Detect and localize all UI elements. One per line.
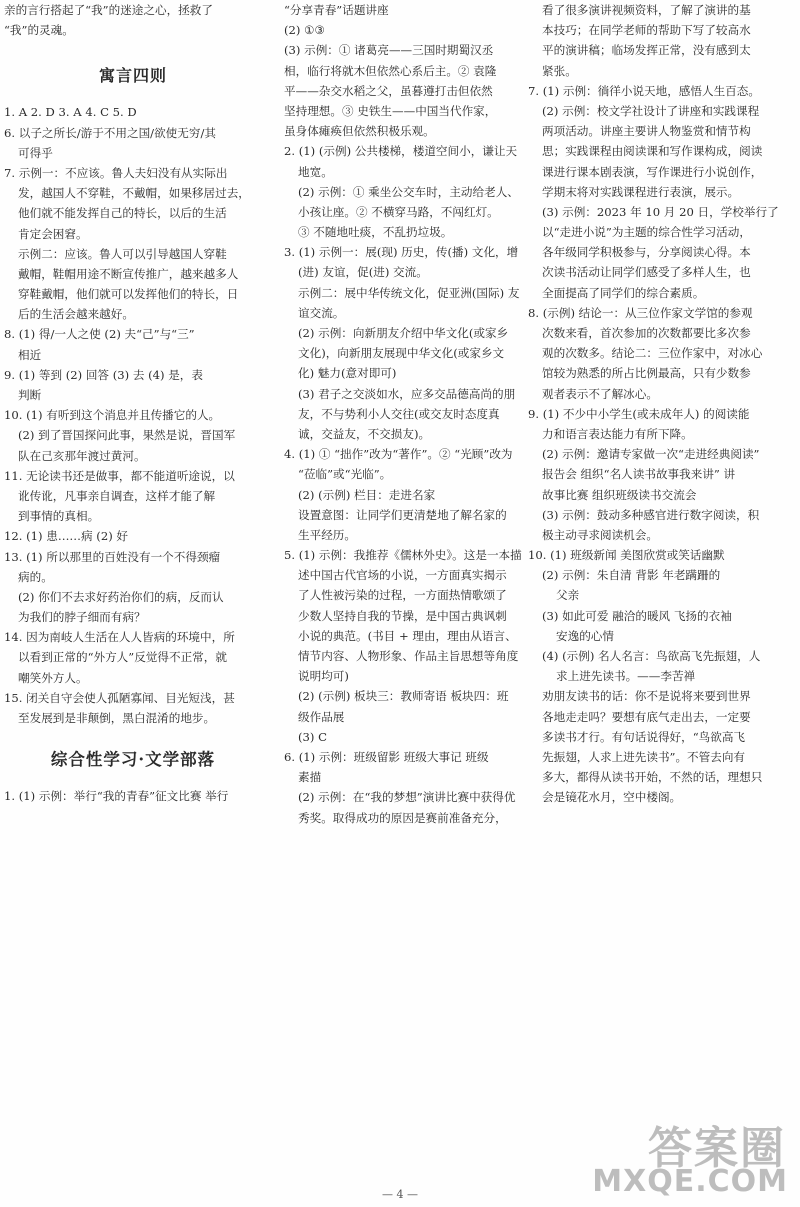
answer-line: 8. (示例) 结论一：从三位作家文学馆的参观 (528, 305, 753, 320)
answer-line: (2) 示例：朱自清 背影 年老蹒跚的 (542, 568, 721, 583)
answer-line: 谊交流。 (298, 305, 345, 320)
column-left (4, 0, 262, 806)
intro-text (4, 0, 262, 40)
answer-line: 8. (1) 得/一人之使 (2) 夫“己”与“三” (4, 327, 195, 342)
answer-line: 素描 (298, 770, 322, 785)
answer-line: 学期末将对实践课程进行表演，展示。 (542, 184, 740, 199)
answer-line: 可得乎 (18, 145, 53, 160)
answer-line: 10. (1) 有听到这个消息并且传播它的人。 (4, 408, 221, 423)
answer-line: (2) 你们不去求好药治你们的病，反而认 (18, 589, 224, 604)
answer-line: 病的。 (18, 569, 53, 584)
answer-line: 多读书才行。有句话说得好，“鸟欲高飞 (542, 729, 746, 744)
answer-line: (4) (示例) 名人名言：鸟欲高飞先振翅，人 (542, 649, 761, 663)
answer-line: 2. (1) (示例) 公共楼梯，楼道空间小，谦让天 (284, 144, 518, 159)
answer-line: 观者表示不了解冰心。 (542, 386, 658, 401)
answer-line: 友，不与势利小人交往(或交友时态度真 (298, 406, 500, 421)
answer-line: 述中国古代官场的小说，一方面真实揭示 (298, 568, 507, 583)
answer-line: 15. 闭关自守会使人孤陋寡闻、目光短浅，甚 (4, 690, 235, 705)
watermark-url: MXQE.COM (592, 1164, 788, 1199)
answer-line: 7. 示例一：不应该。鲁人夫妇没有从实际出 (4, 165, 228, 180)
answer-line: (2) (示例) 板块三：教师寄语 板块四：班 (298, 689, 509, 704)
answer-line: 紧张。 (542, 63, 577, 78)
watermark-logo (592, 1112, 792, 1204)
answer-line: 6. (1) 示例：班级留影 班级大事记 班级 (284, 749, 489, 764)
answer-list-fables (4, 102, 262, 728)
answer-list-literature-middle (284, 0, 538, 828)
answer-line: 本技巧；在同学老师的帮助下写了较高水 (542, 23, 751, 38)
answer-line: 发，越国人不穿鞋，不戴帽，如果移居过去， (18, 186, 250, 201)
answer-line: 思；实践课程由阅读课和写作课构成，阅读 (542, 144, 763, 159)
answer-line: “莅临”或“光临”。 (298, 467, 392, 482)
answer-line: 地宽。 (298, 164, 333, 179)
answer-line: (3) 君子之交淡如水，应多交品德高尚的朋 (298, 386, 516, 401)
answer-line: 次数来看，首次参加的次数都要比多次参 (542, 326, 751, 340)
answer-line: (2) 示例：① 乘坐公交车时，主动给老人、 (298, 184, 519, 199)
section-heading-literature: 综合性学习·文学部落 (50, 750, 216, 770)
answer-line: 以看到正常的“外方人”反觉得不正常，就 (18, 650, 227, 665)
answer-line: 14. 因为南岐人生活在人人皆病的环境中，所 (4, 630, 235, 645)
answer-line: 至发展到是非颠倒，黑白混淆的地步。 (18, 711, 216, 725)
column-middle (284, 0, 538, 828)
answer-line: 相，临行将就木但依然心系后主。② 袁隆 (284, 63, 497, 78)
text-line: 1. (1) 示例：举行“我的青春”征文比赛 举行 (4, 789, 229, 804)
answer-line: 以“走进小说”为主题的综合性学习活动， (542, 225, 751, 240)
answer-line: 判断 (18, 388, 42, 402)
text-line: “我”的灵魂。 (4, 23, 74, 38)
answer-line: 安逸的心情 (556, 628, 614, 643)
answer-line: 馆较为熟悉的所占比例最高，只有少数参 (542, 366, 751, 381)
answer-line: 看了很多演讲视频资料，了解了演讲的基 (542, 3, 751, 17)
answer-line: 设置意图：让同学们更清楚地了解名家的 (298, 507, 507, 522)
answer-line: 课进行课本剧表演，写作课进行小说创作， (542, 164, 763, 179)
answer-list-literature-right (528, 0, 798, 808)
page-number: — 4 — (382, 1188, 418, 1201)
answer-line: 4. (1) ① “拙作”改为“著作”。② “光顾”改为 (284, 447, 513, 462)
answer-line: 11. 无论读书还是做事，都不能道听途说，以 (4, 468, 235, 483)
answer-line: 先振翅，人求上进先读书”。不管去向有 (542, 749, 746, 764)
answer-line: 小说的典范。(书目 + 理由，理由从语言、 (298, 628, 517, 643)
answer-line: 报告会 组织“名人读书故事我来讲” 讲 (542, 467, 736, 482)
answer-line: 戴帽，鞋帽用途不断宣传推广，越来越多人 (18, 266, 239, 281)
answer-line: 劝朋友读书的话：你不是说将来要到世界 (542, 689, 751, 704)
answer-line: 坚持理想。③ 史铁生——中国当代作家， (284, 103, 497, 118)
answer-line: (2) 示例：向新朋友介绍中华文化(或家乡 (298, 326, 509, 340)
answer-line: 10. (1) 班级新闻 美图欣赏或笑话幽默 (528, 548, 725, 563)
answer-line: 队在己亥那年渡过黄河。 (18, 448, 146, 463)
answer-line: 极主动寻求阅读机会。 (542, 527, 658, 542)
answer-line: (进) 友谊，促(进) 交流。 (298, 265, 428, 280)
answer-line: 秀奖。取得成功的原因是赛前准备充分， (298, 810, 507, 825)
answer-line: 了人性被污染的过程，一方面热情歌颂了 (298, 588, 507, 603)
answer-line: (2) ①③ (284, 23, 325, 38)
answer-line: 后的生活会越来越好。 (18, 307, 134, 322)
answer-line: 全面提高了同学们的综合素质。 (542, 285, 705, 300)
answer-line: 情节内容、人物形象、作品主旨思想等角度 (298, 649, 519, 663)
answer-line: 虽身体瘫痪但依然积极乐观。 (284, 124, 435, 139)
answer-line: 文化)，向新朋友展现中华文化(或家乡文 (298, 346, 505, 361)
answer-line: (3) C (298, 729, 327, 744)
answer-line: 化) 魅力(意对即可) (298, 366, 397, 381)
answer-line: 观的次数多。结论二：三位作家中，对冰心 (542, 346, 763, 361)
answer-line: (3) 示例：2023 年 10 月 20 日，学校举行了 (542, 204, 779, 219)
answer-line: 力和语言表达能力有所下降。 (542, 426, 693, 441)
answer-line: 9. (1) 等到 (2) 回答 (3) 去 (4) 是，表 (4, 367, 203, 382)
answer-line: 6. 以子之所长/游于不用之国/欲使无穷/其 (4, 125, 216, 140)
answer-line: 12. (1) 患……病 (2) 好 (4, 529, 128, 544)
text-line: 亲的言行搭起了“我”的迷途之心，拯救了 (4, 3, 213, 17)
answer-line: 示例二：应该。鲁人可以引导越国人穿鞋 (18, 246, 227, 261)
answer-line: 次读书活动让同学们感受了多样人生，也 (542, 265, 751, 280)
answer-line: 1. A 2. D 3. A 4. C 5. D (4, 105, 137, 120)
answer-line: 为我们的脖子细而有病？ (18, 610, 146, 625)
answer-line: (2) 示例：校文学社设计了讲座和实践课程 (542, 103, 760, 118)
answer-line: (2) (示例) 栏目：走进名家 (298, 487, 436, 502)
answer-line: 他们就不能发挥自己的特长，以后的生活 (18, 206, 227, 221)
answer-line: 多大，都得从读书开始，不然的话，理想只 (542, 770, 763, 785)
watermark-main: 答案圈 (648, 1123, 786, 1174)
answer-line: 求上进先读书。——李苦禅 (556, 669, 696, 684)
answer-line: (3) 如此可爱 融洽的暖风 飞扬的衣袖 (542, 608, 732, 623)
answer-line: 故事比赛 组织班级读书交流会 (542, 487, 697, 502)
answer-line: 小孩让座。② 不横穿马路，不闯红灯。 (298, 204, 499, 219)
answer-line: 少数人坚持自我的节操，是中国古典讽刺 (298, 608, 507, 623)
answer-line: ③ 不随地吐痰，不乱扔垃圾。 (298, 225, 453, 240)
section-heading-fables: 寓言四则 (98, 66, 167, 86)
answer-line: 示例二：展中华传统文化，促亚洲(国际) 友 (298, 285, 520, 300)
answer-line: (3) 示例：① 诸葛亮——三国时期蜀汉丞 (284, 43, 494, 58)
answer-line: 两项活动。讲座主要讲人物鉴赏和情节构 (542, 124, 751, 139)
answer-line: 7. (1) 示例：徜徉小说天地，感悟人生百态。 (528, 83, 760, 98)
answer-line: 相近 (18, 347, 42, 362)
answer-line: 平的演讲稿；临场发挥正常，没有感到太 (542, 43, 751, 58)
answer-line: 到事情的真相。 (18, 509, 100, 524)
answer-line: 嘲笑外方人。 (18, 670, 88, 685)
answer-line: (3) 示例：鼓动多种感官进行数字阅读，积 (542, 507, 760, 522)
answer-line: 13. (1) 所以那里的百姓没有一个不得颈瘤 (4, 549, 221, 564)
answer-line: (2) 示例：邀请专家做一次“走进经典阅读” (542, 447, 760, 462)
answer-line: 级作品展 (298, 709, 345, 724)
answer-line: 穿鞋戴帽，他们就可以发挥他们的特长，日 (18, 287, 239, 302)
answer-line: 诚，交益友，不交损友)。 (298, 426, 431, 441)
answer-line: 会是镜花水月，空中楼阁。 (542, 790, 682, 805)
answer-line: 5. (1) 示例：我推荐《儒林外史》。这是一本描 (284, 548, 522, 563)
answer-line: 3. (1) 示例一：展(现) 历史，传(播) 文化，增 (284, 245, 519, 260)
answer-line: “分享青春”话题讲座 (284, 3, 389, 17)
answer-line: 生平经历。 (298, 527, 356, 542)
answer-line: 说明均可) (298, 669, 349, 684)
answer-line: 平——杂交水稻之父，虽暮遵打击但依然 (284, 83, 493, 98)
answer-line: 各年级同学积极参与，分享阅读心得。本 (542, 245, 751, 260)
column-right (528, 0, 798, 808)
answer-line: 讹传讹，凡事亲自调查，这样才能了解 (18, 488, 216, 503)
answer-line: 各地走走吗？要想有底气走出去，一定要 (542, 709, 751, 724)
answer-line: 父亲 (556, 588, 580, 603)
answer-line: (2) 到了晋国探问此事，果然是说，晋国军 (18, 428, 236, 443)
answer-line: (2) 示例：在“我的梦想”演讲比赛中获得优 (298, 790, 516, 805)
answer-line: 肯定会困窘。 (18, 226, 88, 241)
answer-list-literature-start (4, 786, 262, 806)
answer-line: 9. (1) 不少中小学生(或未成年人) 的阅读能 (528, 406, 750, 421)
